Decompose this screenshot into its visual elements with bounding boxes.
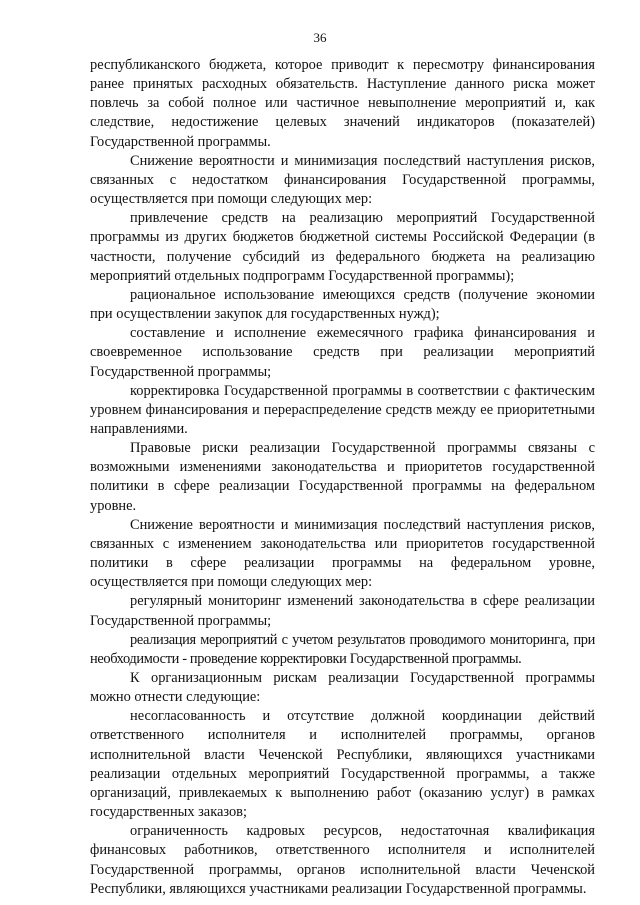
- paragraph-financing-risk-mitigation: Снижение вероятности и минимизация последствий наступления рисков, связанных с недостатком финансирования Государственной программы, осуществляется при помощи следующих мер:: [90, 152, 595, 208]
- list-item-attract-funds: привлечение средств на реализацию мероприятий Государственной программы из других бюджетов бюджетной системы Российской Федерации (в частности, получение субсидий из федерального бюджета на реализацию мероприятий отдельных подпрограмм Государственной программы);: [90, 210, 595, 284]
- body-text: [90, 56, 595, 899]
- list-item-limited-personnel: ограниченность кадровых ресурсов, недостаточная квалификация финансовых работников, ответственного исполнителя и исполнителей Государственной программы, органов исполнительной власти Чеченской Республики, являющихся участниками реализации Государственной программы.: [90, 823, 595, 897]
- list-item-program-adjustment: корректировка Государственной программы в соответствии с фактическим уровнем финансирования и перераспределение средств между ее приоритетными направлениями.: [90, 382, 595, 437]
- paragraph-legal-risk-mitigation: Снижение вероятности и минимизация последствий наступления рисков, связанных с изменением законодательства или приоритетов государственной политики в сфере реализации программы на федеральном уровне, осуществляется при помощи следующих мер:: [90, 516, 595, 591]
- list-item-monthly-schedule: составление и исполнение ежемесячного графика финансирования и своевременное использование средств при реализации мероприятий Государственной программы;: [90, 325, 595, 380]
- list-item-monitoring-results: реализация мероприятий с учетом результатов проводимого мониторинга, при необходимости - проведение корректировки Государственной программы.: [90, 631, 595, 667]
- list-item-rational-use: рациональное использование имеющихся средств (получение экономии при осуществлении закупок для государственных нужд);: [90, 286, 595, 323]
- paragraph-continuation: республиканского бюджета, которое приводит к пересмотру финансирования ранее принятых расходных обязательств. Наступление данного риска может повлечь за собой полное или частичное невыполнение мероприятий и, как следствие, недостижение целевых значений индикаторов (показателей) Государственной программы.: [90, 57, 595, 150]
- page-number: 36: [313, 30, 327, 45]
- paragraph-organizational-risks: К организационным рискам реализации Государственной программы можно отнести следующие:: [90, 670, 595, 706]
- list-item-lack-of-coordination: несогласованность и отсутствие должной координации действий ответственного исполнителя и исполнителей программы, органов исполнительной власти Чеченской Республики, являющихся участниками реализации отдельных мероприятий Государственной программы, а также организаций, привлекаемых к выполнению работ (оказанию услуг) в рамках государственных заказов;: [90, 708, 595, 821]
- list-item-regular-monitoring: регулярный мониторинг изменений законодательства в сфере реализации Государственной программы;: [90, 593, 595, 629]
- paragraph-legal-risks: Правовые риски реализации Государственной программы связаны с возможными изменениями законодательства и приоритетов государственной политики в сфере реализации Государственной программы на федеральном уровне.: [90, 440, 595, 514]
